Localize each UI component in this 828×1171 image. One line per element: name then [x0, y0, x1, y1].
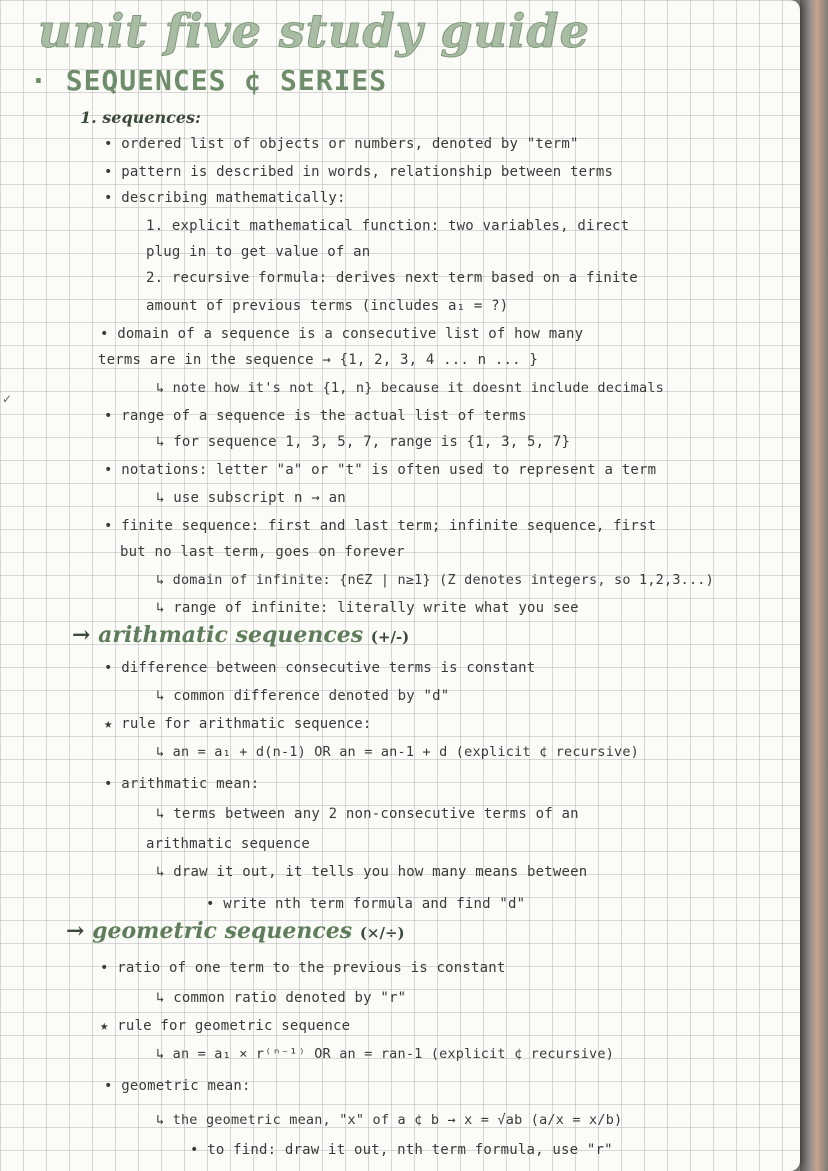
- heading-text: geometric sequences: [92, 918, 353, 944]
- note-line: • pattern is described in words, relationship between terms: [104, 164, 614, 180]
- note-line: plug in to get value of an: [146, 244, 371, 260]
- note-line: ★ rule for geometric sequence: [100, 1018, 351, 1034]
- section-heading-geometric: [66, 918, 405, 944]
- note-line: ↳ an = a₁ + d(n-1) OR an = an-1 + d (explicit ¢ recursive): [156, 744, 640, 760]
- arrow-icon: →: [66, 918, 85, 944]
- note-line: ↳ an = a₁ × r⁽ⁿ⁻¹⁾ OR an = ran-1 (explicit ¢ recursive): [156, 1046, 615, 1062]
- note-line: amount of previous terms (includes a₁ = ?): [146, 298, 509, 314]
- note-line: ↳ for sequence 1, 3, 5, 7, range is {1, 3, 5, 7}: [156, 434, 571, 450]
- section-heading-sequences: 1. sequences:: [80, 108, 201, 127]
- note-line: ↳ use subscript n → an: [156, 490, 346, 506]
- note-line: ↳ terms between any 2 non-consecutive terms of an: [156, 806, 579, 822]
- note-line: • range of a sequence is the actual list of terms: [104, 408, 527, 424]
- note-line: • geometric mean:: [104, 1078, 251, 1094]
- arrow-icon: →: [72, 622, 91, 648]
- note-line: ↳ common ratio denoted by "r": [156, 990, 407, 1006]
- notebook-edge: [800, 0, 828, 1171]
- note-line: • difference between consecutive terms is constant: [104, 660, 536, 676]
- section-heading-arithmatic: [72, 622, 409, 648]
- note-line: ↳ common difference denoted by "d": [156, 688, 450, 704]
- note-line: ↳ domain of infinite: {n∈Z | n≥1} (Z denotes integers, so 1,2,3...): [156, 572, 714, 588]
- heading-text: arithmatic sequences: [98, 622, 364, 648]
- note-line: • to find: draw it out, nth term formula, use "r": [190, 1142, 613, 1158]
- note-line: 1. explicit mathematical function: two variables, direct: [146, 218, 630, 234]
- note-line: • notations: letter "a" or "t" is often used to represent a term: [104, 462, 657, 478]
- note-line: • ratio of one term to the previous is constant: [100, 960, 506, 976]
- heading-ops: (+/-): [370, 628, 410, 646]
- note-line: • finite sequence: first and last term; infinite sequence, first: [104, 518, 657, 534]
- note-line: • domain of a sequence is a consecutive list of how many: [100, 326, 584, 342]
- note-line: 2. recursive formula: derives next term based on a finite: [146, 270, 638, 286]
- note-line: ★ rule for arithmatic sequence:: [104, 716, 372, 732]
- note-line: • describing mathematically:: [104, 190, 346, 206]
- note-line: ↳ the geometric mean, "x" of a ¢ b → x = √ab (a/x = x/b): [156, 1112, 623, 1128]
- margin-check-icon: ✓: [2, 392, 13, 406]
- note-line: ↳ range of infinite: literally write what you see: [156, 600, 579, 616]
- heading-ops: (×/÷): [359, 924, 405, 942]
- page-subtitle: · SEQUENCES ¢ SERIES: [30, 64, 388, 97]
- note-line: terms are in the sequence → {1, 2, 3, 4 ... n ... }: [98, 352, 539, 368]
- note-line: ↳ note how it's not {1, n} because it doesnt include decimals: [156, 380, 664, 396]
- note-line: ↳ draw it out, it tells you how many means between: [156, 864, 588, 880]
- note-line: arithmatic sequence: [146, 836, 310, 852]
- note-line: • arithmatic mean:: [104, 776, 260, 792]
- note-line: • ordered list of objects or numbers, denoted by "term": [104, 136, 579, 152]
- note-line: • write nth term formula and find "d": [206, 896, 526, 912]
- note-line: but no last term, goes on forever: [120, 544, 405, 560]
- page-title: unit five study guide: [38, 4, 590, 58]
